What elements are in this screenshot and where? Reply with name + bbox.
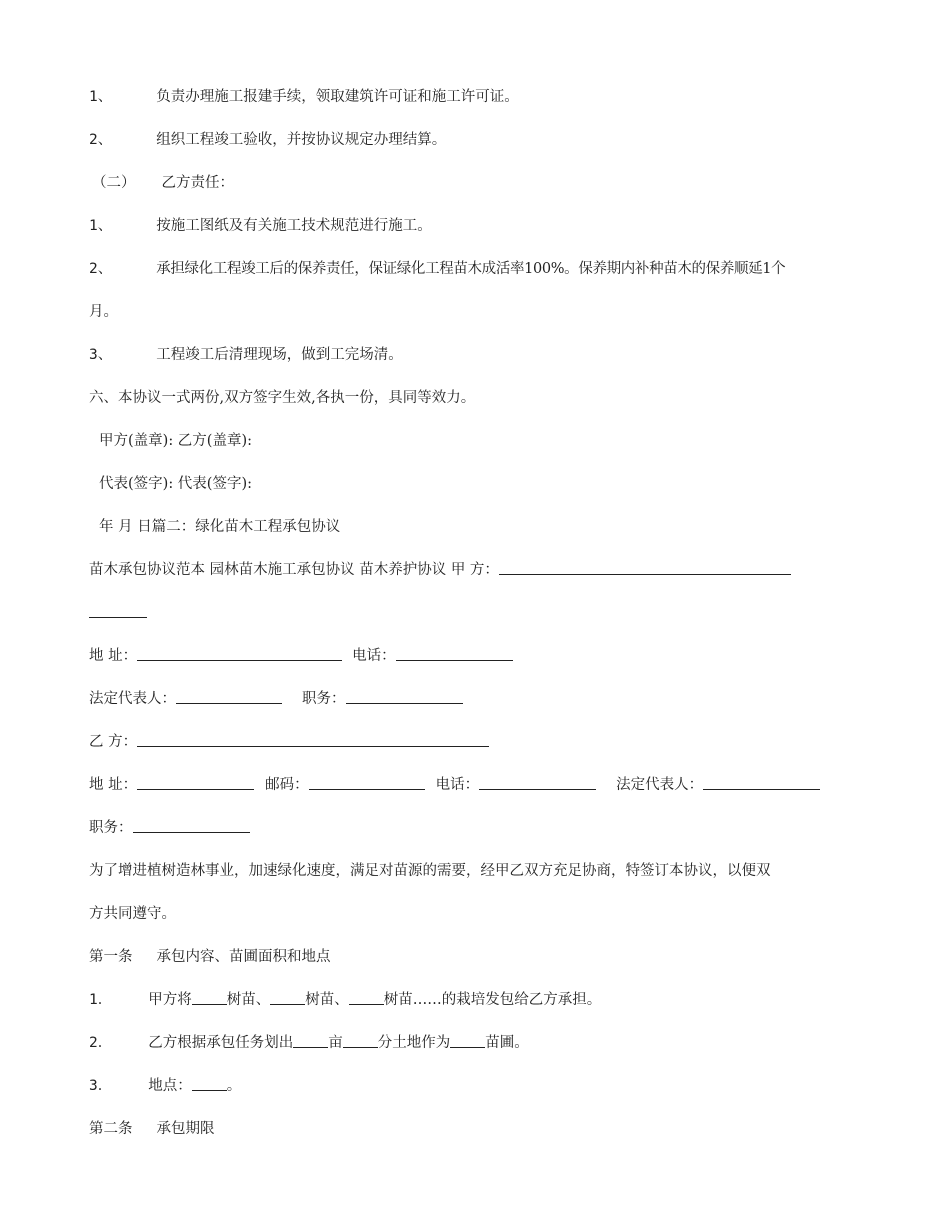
article-title: 承包内容、苗圃面积和地点 — [156, 949, 331, 965]
article-one-item-1 — [89, 990, 601, 1010]
party-b-position-line — [89, 818, 250, 838]
clause-b-3 — [89, 345, 403, 365]
article-one-item-2 — [89, 1033, 529, 1053]
section-title: 乙方责任： — [161, 175, 234, 191]
preamble-line-2 — [89, 904, 176, 924]
nursery-blank[interactable] — [450, 1033, 485, 1048]
phone-label: 电话： — [352, 648, 396, 664]
tree-type-blank-3[interactable] — [349, 990, 384, 1005]
legal-rep-blank[interactable] — [703, 775, 820, 790]
date-title-text: 年 月 日篇二：绿化苗木工程承包协议 — [99, 519, 341, 535]
party-b-blank[interactable] — [137, 732, 489, 747]
position-blank[interactable] — [346, 689, 463, 704]
item-text-b: 。 — [226, 1078, 242, 1094]
item-text-c: 分土地作为 — [377, 1035, 451, 1051]
date-and-part-two-title — [99, 517, 340, 537]
mu-blank[interactable] — [293, 1033, 328, 1048]
legal-rep-label: 法定代表人： — [616, 777, 704, 793]
address-label: 地 址： — [89, 648, 138, 664]
preamble-text: 为了增进植树造林事业，加速绿化速度，满足对苗源的需要，经甲乙双方充足协商，特签订本协议，以便双 — [89, 863, 771, 879]
section-party-b-heading — [92, 173, 234, 193]
clause-text: 组织工程竣工验收，并按协议规定办理结算。 — [156, 132, 447, 148]
signature-representative-line — [99, 474, 252, 494]
preamble-line-1 — [89, 861, 771, 881]
phone-label: 电话： — [435, 777, 480, 793]
clause-text: 承担绿化工程竣工后的保养责任，保证绿化工程苗木成活率100%。保养期内补种苗木的保养顺延1个 — [156, 261, 786, 277]
position-label: 职务： — [89, 820, 133, 836]
tree-type-blank-1[interactable] — [192, 990, 227, 1005]
representative-label: 代表(签字): 代表(签字): — [99, 476, 253, 492]
party-a-blank-continued[interactable] — [89, 603, 147, 618]
party-a-label: 苗木承包协议范本 园林苗木施工承包协议 苗木养护协议 甲 方： — [89, 562, 499, 578]
item-number: 2． — [89, 1035, 113, 1051]
clause-number: 1、 — [89, 89, 113, 105]
clause-b-2 — [89, 259, 785, 279]
postcode-blank[interactable] — [309, 775, 425, 790]
fen-blank[interactable] — [343, 1033, 378, 1048]
party-b-label: 乙 方： — [89, 734, 138, 750]
preamble-text: 方共同遵守。 — [89, 906, 176, 922]
item-text-a: 甲方将 — [148, 992, 192, 1008]
clause-2 — [89, 130, 446, 150]
clause-number: 3、 — [89, 347, 113, 363]
clause-text: 工程竣工后清理现场，做到工完场清。 — [156, 347, 403, 363]
article-title: 承包期限 — [156, 1121, 215, 1137]
party-a-line — [89, 560, 791, 580]
item-number: 3． — [89, 1078, 113, 1094]
clause-1 — [89, 87, 519, 107]
item-text-d: 苗圃。 — [485, 1035, 529, 1051]
section-number: （二） — [92, 175, 136, 191]
signature-seal-line — [99, 431, 252, 451]
article-number: 第一条 — [89, 949, 133, 965]
article-six — [89, 388, 475, 408]
phone-blank[interactable] — [396, 646, 513, 661]
party-b-contact-line — [89, 775, 820, 795]
item-text-a: 地点： — [148, 1078, 192, 1094]
seal-label: 甲方(盖章): 乙方(盖章): — [99, 433, 253, 449]
clause-number: 2、 — [89, 132, 113, 148]
item-text-c: 树苗、 — [305, 992, 349, 1008]
location-blank[interactable] — [192, 1076, 227, 1091]
article-one-item-3 — [89, 1076, 241, 1096]
position-label: 职务： — [302, 691, 346, 707]
position-blank[interactable] — [133, 818, 250, 833]
clause-text: 按施工图纸及有关施工技术规范进行施工。 — [156, 218, 432, 234]
item-text-d: 树苗……的栽培发包给乙方承担。 — [383, 992, 602, 1008]
legal-rep-blank[interactable] — [176, 689, 282, 704]
clause-b-1 — [89, 216, 432, 236]
clause-b-2-continued — [89, 302, 118, 322]
clause-text: 月。 — [89, 304, 118, 320]
postcode-label: 邮码： — [265, 777, 309, 793]
address-blank[interactable] — [137, 646, 342, 661]
address-blank[interactable] — [137, 775, 254, 790]
party-a-address-line — [89, 646, 513, 666]
item-text-b: 树苗、 — [226, 992, 271, 1008]
legal-rep-label: 法定代表人： — [89, 691, 176, 707]
address-label: 地 址： — [89, 777, 138, 793]
item-number: 1． — [89, 992, 113, 1008]
party-a-blank[interactable] — [499, 560, 791, 575]
clause-number: 1、 — [89, 218, 113, 234]
article-two-heading — [89, 1119, 215, 1139]
item-text-a: 乙方根据承包任务划出 — [148, 1035, 294, 1051]
party-a-line-continued — [89, 603, 147, 623]
party-b-line — [89, 732, 489, 752]
article-one-heading — [89, 947, 331, 967]
tree-type-blank-2[interactable] — [270, 990, 305, 1005]
article-text: 六、本协议一式两份,双方签字生效,各执一份，具同等效力。 — [89, 390, 476, 406]
party-a-legal-rep-line — [89, 689, 463, 709]
clause-text: 负责办理施工报建手续，领取建筑许可证和施工许可证。 — [156, 89, 519, 105]
article-number: 第二条 — [89, 1121, 133, 1137]
phone-blank[interactable] — [479, 775, 596, 790]
item-text-b: 亩 — [328, 1035, 343, 1051]
clause-number: 2、 — [89, 261, 113, 277]
